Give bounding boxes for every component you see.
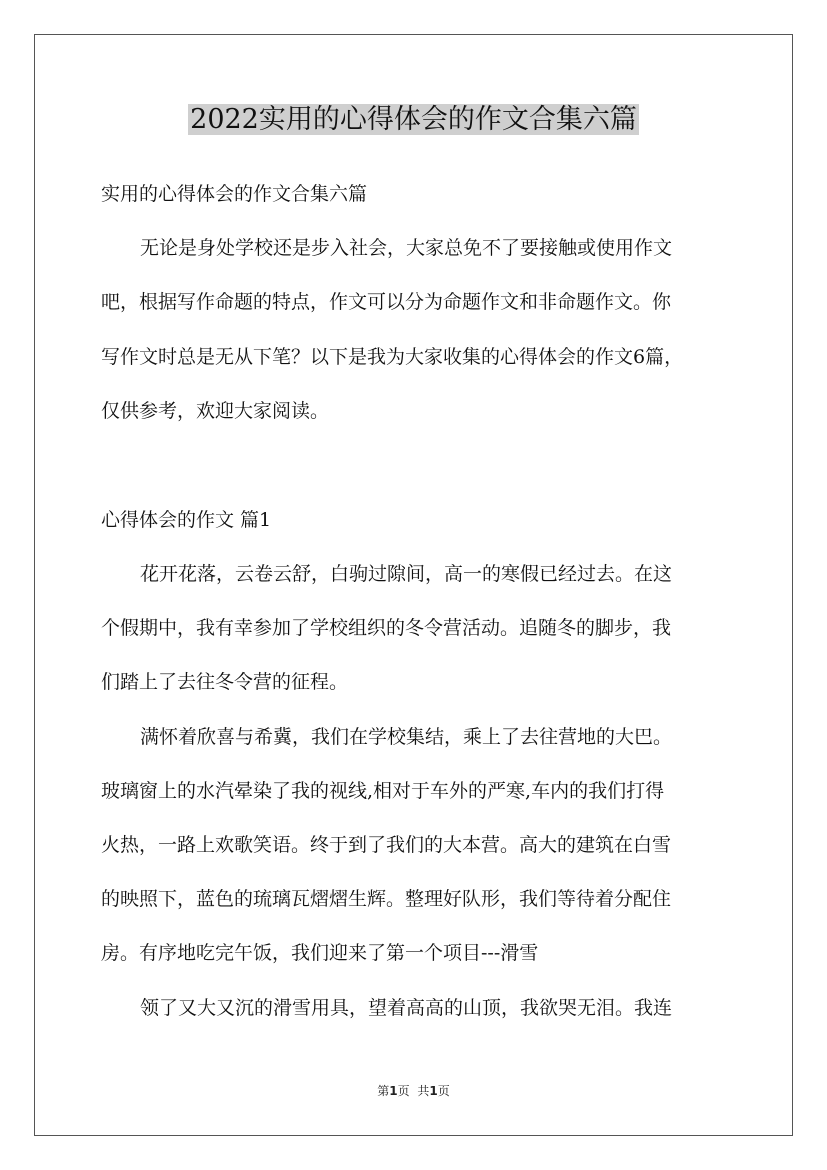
para3-line-1: 领了又大又沉的滑雪用具，望着高高的山顶，我欲哭无泪。我连 (140, 997, 673, 1019)
page-suffix: 页 (397, 1084, 410, 1098)
total-prefix: 共 (417, 1084, 430, 1098)
document-title-text: 2022实用的心得体会的作文合集六篇 (190, 104, 637, 135)
intro-line-4: 仅供参考，欢迎大家阅读。 (101, 400, 330, 422)
para2-line-4: 的映照下，蓝色的琉璃瓦熠熠生辉。整理好队形，我们等待着分配住 (101, 888, 672, 910)
section-heading: 心得体会的作文 篇1 (101, 509, 272, 531)
para2-line-5: 房。有序地吃完午饭，我们迎来了第一个项目---滑雪 (101, 942, 539, 964)
page-prefix: 第 (377, 1084, 390, 1098)
total-suffix: 页 (437, 1084, 450, 1098)
para1-line-1: 花开花落，云卷云舒，白驹过隙间，高一的寒假已经过去。在这 (140, 563, 673, 585)
document-subtitle: 实用的心得体会的作文合集六篇 (101, 183, 368, 205)
document-title (0, 100, 827, 140)
intro-line-3: 写作文时总是无从下笔？以下是我为大家收集的心得体会的作文6篇， (101, 346, 684, 368)
para2-line-1: 满怀着欣喜与希冀，我们在学校集结，乘上了去往营地的大巴。 (140, 726, 673, 748)
para2-line-3: 火热，一路上欢歌笑语。终于到了我们的大本营。高大的建筑在白雪 (101, 834, 672, 856)
para1-line-3: 们踏上了去往冬令营的征程。 (101, 671, 349, 693)
page-number: 1 (389, 1084, 398, 1098)
para1-line-2: 个假期中，我有幸参加了学校组织的冬令营活动。追随冬的脚步，我 (101, 617, 672, 639)
total-number: 1 (429, 1084, 438, 1098)
intro-line-1: 无论是身处学校还是步入社会，大家总免不了要接触或使用作文 (140, 237, 673, 259)
intro-line-2: 吧，根据写作命题的特点，作文可以分为命题作文和非命题作文。你 (101, 291, 672, 313)
para2-line-2: 玻璃窗上的水汽晕染了我的视线,相对于车外的严寒,车内的我们打得 (101, 780, 665, 802)
page-footer (0, 1083, 827, 1099)
